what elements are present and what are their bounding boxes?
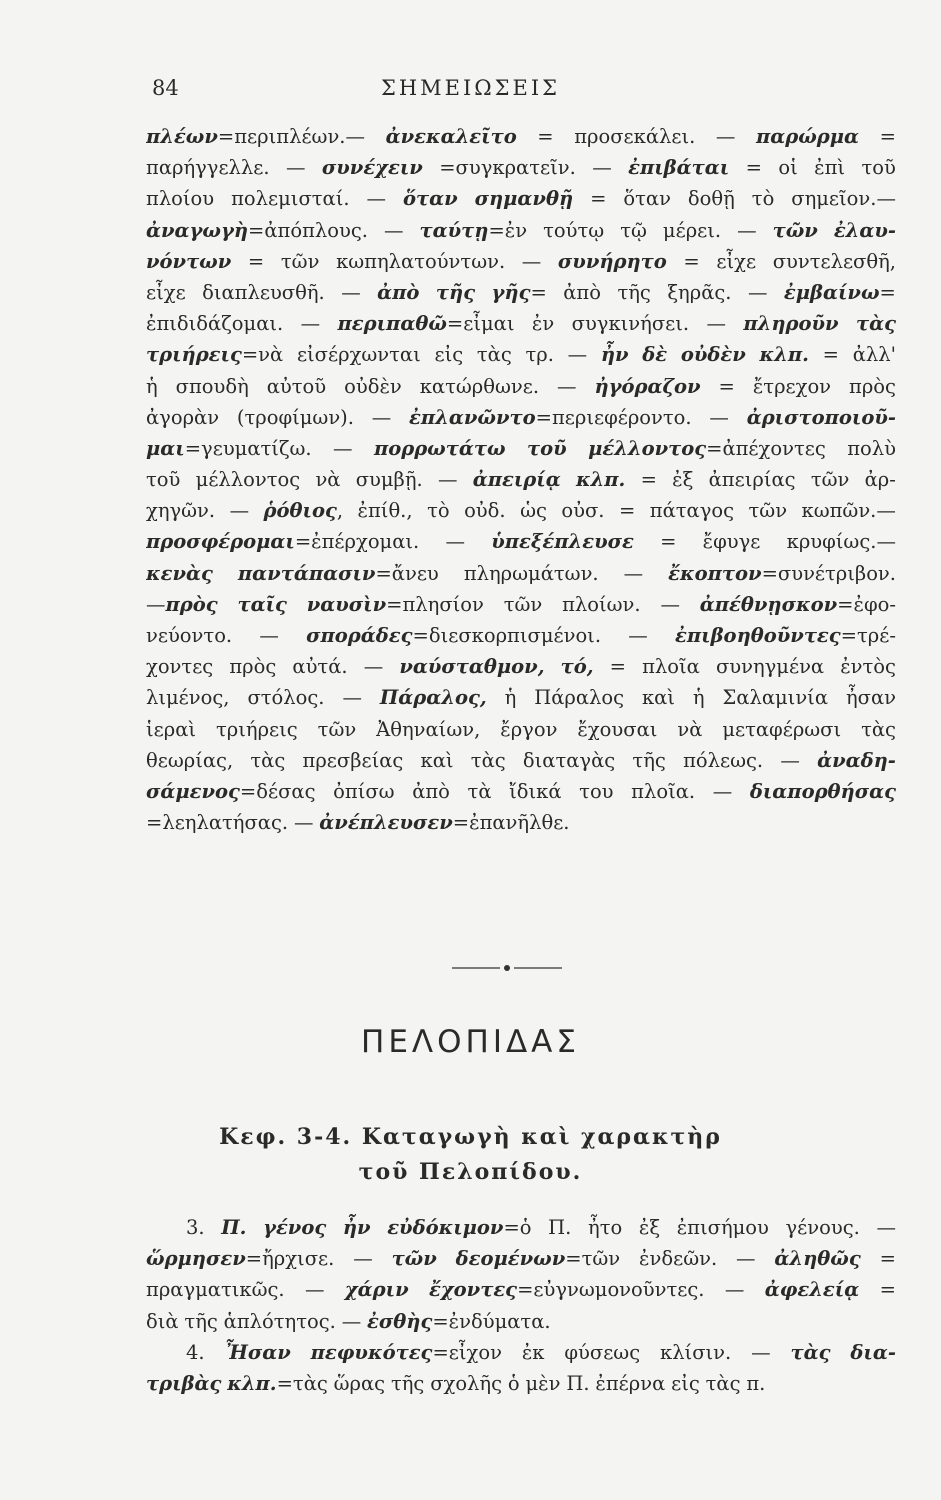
notes_lines-line: κενὰς παντάπασιν=ἄνευ πληρωμάτων. — ἔκοπτον=συνέτριβον.	[146, 561, 896, 585]
notes_lines-line: χοντες πρὸς αὐτά. — ναύσταθμον, τό, = πλοῖα συνηγμένα ἐντὸς	[146, 655, 896, 679]
notes_lines-line: ἀναγωγὴ=ἀπόπλους. — ταύτῃ=ἐν τούτῳ τῷ μέρει. — τῶν ἐλαυ-	[146, 218, 896, 242]
body_lines-line: 3. Π. γένος ἦν εὐδόκιμον=ὁ Π. ἦτο ἐξ ἐπισήμου γένους. —	[186, 1216, 896, 1239]
notes_lines-line: ἱεραὶ τριήρεις τῶν Ἀθηναίων, ἔργον ἔχουσαι νὰ μεταφέρωσι τὰς	[146, 717, 896, 741]
notes_lines-line: τοῦ μέλλοντος νὰ συμβῇ. — ἀπειρίᾳ κλπ. = ἐξ ἀπειρίας τῶν ἀρ-	[146, 468, 896, 492]
notes_lines-line: —πρὸς ταῖς ναυσὶν=πλησίον τῶν πλοίων. — ἀπέθνῃσκον=ἐφο-	[146, 592, 896, 616]
notes_lines-line: τριήρεις=νὰ εἰσέρχωνται εἰς τὰς τρ. — ἦν δὲ οὐδὲν κλπ. = ἀλλ'	[146, 343, 896, 367]
ornament-divider	[452, 963, 562, 973]
notes-block	[146, 121, 896, 838]
chapter-heading-line-2: τοῦ Πελοπίδου.	[358, 1159, 583, 1185]
notes_lines-line: ἐπιδιδάζομαι. — περιπαθῶ=εἶμαι ἐν συγκινήσει. — πληροῦν τὰς	[146, 312, 896, 336]
notes_lines-line: πλέων=περιπλέων.— ἀνεκαλεῖτο = προσεκάλει. — παρώρμα =	[146, 125, 896, 148]
running-title: ΣΗΜΕΙΩΣΕΙΣ	[380, 76, 561, 100]
page-number: 84	[152, 76, 179, 100]
chapter-heading-line-1: Κεφ. 3-4. Καταγωγὴ καὶ χαρακτὴρ	[219, 1124, 722, 1150]
body_lines-line: ὥρμησεν=ἤρχισε. — τῶν δεομένων=τῶν ἐνδεῶν. — ἀληθῶς =	[146, 1247, 896, 1271]
body_lines-line: 4. Ἦσαν πεφυκότες=εἶχον ἐκ φύσεως κλίσιν. — τὰς δια-	[186, 1340, 896, 1364]
notes_lines-line: χηγῶν. — ῥόθιος, ἐπίθ., τὸ οὐδ. ὡς οὐσ. = πάταγος τῶν κωπῶν.—	[146, 499, 896, 523]
notes_lines-line: =λεηλατήσας. — ἀνέπλευσεν=ἐπανῆλθε.	[146, 811, 570, 835]
notes_lines-line: θεωρίας, τὰς πρεσβείας καὶ τὰς διαταγὰς τῆς πόλεως. — ἀναδη-	[146, 748, 896, 772]
notes_lines-line: παρήγγελλε. — συνέχειν =συγκρατεῖν. — ἐπιβάται = οἱ ἐπὶ τοῦ	[146, 156, 896, 180]
notes_lines-line: νόντων = τῶν κωπηλατούντων. — συνήρητο = εἶχε συντελεσθῆ,	[146, 249, 896, 273]
body_lines-line: διὰ τῆς ἁπλότητος. — ἐσθὴς=ἐνδύματα.	[146, 1309, 551, 1333]
notes_lines-line: προσφέρομαι=ἐπέρχομαι. — ὑπεξέπλευσε = ἔφυγε κρυφίως.—	[146, 530, 896, 554]
notes_lines-line: σάμενος=δέσας ὀπίσω ἀπὸ τὰ ἴδικά του πλοῖα. — διαπορθήσας	[146, 779, 896, 803]
notes_lines-line: πλοίου πολεμισταί. — ὅταν σημανθῇ = ὅταν δοθῇ τὸ σημεῖον.—	[146, 187, 896, 211]
body_lines-line: τριβὰς κλπ.=τὰς ὥρας τῆς σχολῆς ὁ μὲν Π. ἐπέρνα εἰς τὰς π.	[146, 1371, 766, 1395]
notes_lines-line: νεύοντο. — σποράδες=διεσκορπισμένοι. — ἐπιβοηθοῦντες=τρέ-	[146, 624, 896, 647]
notes_lines-line: εἶχε διαπλευσθῆ. — ἀπὸ τῆς γῆς= ἀπὸ τῆς ξηρᾶς. — ἐμβαίνω=	[146, 280, 896, 304]
notes_lines-line: ἡ σπουδὴ αὐτοῦ οὐδὲν κατώρθωνε. — ἠγόραζον = ἔτρεχον πρὸς	[146, 374, 896, 398]
body-text-block	[146, 1212, 896, 1399]
notes_lines-line: λιμένος, στόλος. — Πάραλος, ἡ Πάραλος καὶ ἡ Σαλαμινία ἦσαν	[146, 686, 896, 710]
chapter-heading	[0, 1120, 941, 1190]
notes_lines-line: ἀγορὰν (τροφίμων). — ἐπλανῶντο=περιεφέροντο. — ἀριστοποιοῦ-	[146, 405, 896, 429]
notes_lines-line: μαι=γευματίζω. — πορρωτάτω τοῦ μέλλοντος=ἀπέχοντες πολὺ	[146, 436, 896, 460]
section-title: ΠΕΛΟΠΙΔΑΣ	[361, 1024, 580, 1060]
body_lines-line: πραγματικῶς. — χάριν ἔχοντες=εὐγνωμονοῦντες. — ἀφελείᾳ =	[146, 1278, 896, 1302]
